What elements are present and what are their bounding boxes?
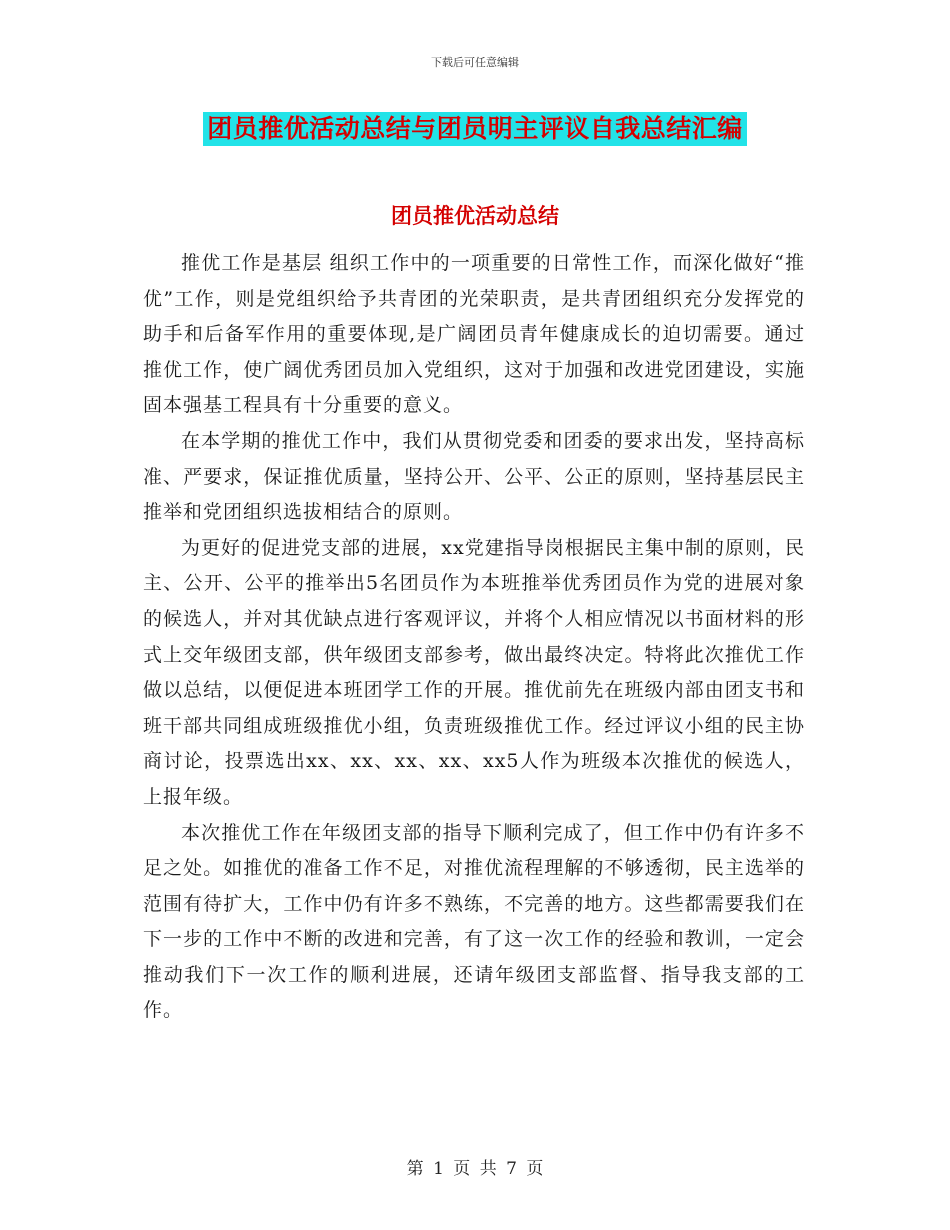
paragraph-4: 本次推优工作在年级团支部的指导下顺利完成了，但工作中仍有许多不足之处。如推优的准备工作不足，对推优流程理解的不够透彻，民主选举的范围有待扩大，工作中仍有许多不熟练，不完善的地方。这些都需要我们在下一步的工作中不断的改进和完善，有了这一次工作的经验和教训，一定会推动我们下一次工作的顺利进展，还请年级团支部监督、指导我支部的工作。 [143,821,805,1022]
header-note: 下载后可任意编辑 [431,56,519,69]
page-footer: 第 1 页 共 7 页 [406,1159,544,1179]
paragraph-2: 在本学期的推优工作中，我们从贯彻党委和团委的要求出发，坚持高标准、严要求，保证推优质量，坚持公开、公平、公正的原则，坚持基层民主推举和党团组织选拔相结合的原则。 [143,429,805,524]
paragraph-1: 推优工作是基层 组织工作中的一项重要的日常性工作，而深化做好“推优”工作，则是党组织给予共青团的光荣职责，是共青团组织充分发挥党的助手和后备军作用的重要体现,是广阔团员青年健康成长的迫切需要。通过推优工作，使广阔优秀团员加入党组织，这对于加强和改进党团建设，实施固本强基工程具有十分重要的意义。 [143,252,805,417]
paragraph-3: 为更好的促进党支部的进展，xx党建指导岗根据民主集中制的原则，民主、公开、公平的推举出5名团员作为本班推举优秀团员作为党的进展对象的候选人，并对其优缺点进行客观评议，并将个人相应情况以书面材料的形式上交年级团支部，供年级团支部参考，做出最终决定。特将此次推优工作做以总结，以便促进本班团学工作的开展。推优前先在班级内部由团支书和班干部共同组成班级推优小组，负责班级推优工作。经过评议小组的民主协商讨论，投票选出xx、xx、xx、xx、xx5人作为班级本次推优的候选人，上报年级。 [143,536,805,808]
document-body [143,246,805,1029]
document-title: 团员推优活动总结与团员明主评议自我总结汇编 [203,112,747,146]
section-title: 团员推优活动总结 [391,203,559,228]
document-title-wrap [0,112,950,146]
